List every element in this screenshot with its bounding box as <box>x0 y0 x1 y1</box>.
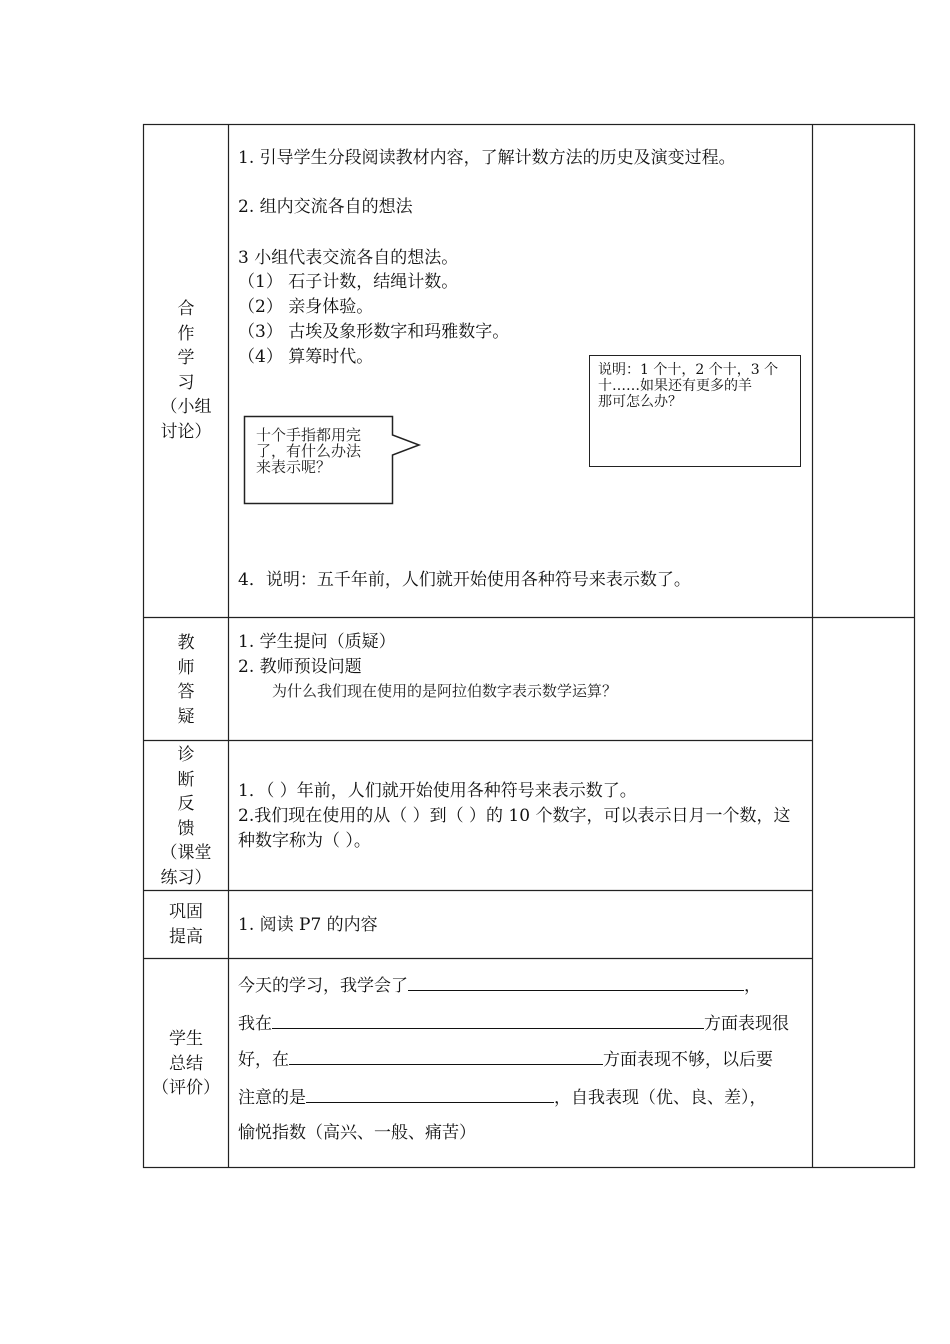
consolidation-item-1: 1. 阅读 P7 的内容 <box>238 915 378 935</box>
callout-left-text: 十个手指都用完 了，有什么办法 来表示呢？ <box>256 426 362 476</box>
substep-2: （2） 亲身体验。 <box>238 297 374 317</box>
summary-line-5: 愉悦指数（高兴、一般、痛苦） <box>238 1123 476 1143</box>
exercise-2-line-1: 2.我们现在使用的从（ ）到（ ）的 10 个数字，可以表示日月一个数，这 <box>238 806 791 826</box>
step-2-text: 2. 组内交流各自的想法 <box>238 197 413 217</box>
summary-line-1: 今天的学习，我学会了 ， <box>238 972 761 998</box>
exercise-2-line-2: 种数字称为（ ）。 <box>238 831 371 851</box>
substep-4: （4） 算筹时代。 <box>238 347 374 367</box>
row-label-cooperative-learning: 合 作 学 习 （小组 讨论） <box>160 299 212 442</box>
qa-question: 为什么我们现在使用的是阿拉伯数字表示数学运算？ <box>272 682 618 700</box>
blank-good-at[interactable] <box>272 1010 704 1029</box>
blank-learned[interactable] <box>408 972 744 991</box>
step-4-text: 4．说明：五千年前，人们就开始使用各种符号来表示数了。 <box>238 570 691 590</box>
blank-attention[interactable] <box>306 1084 554 1103</box>
step-3-text: 3 小组代表交流各自的想法。 <box>238 248 459 268</box>
summary-line-2: 我在 方面表现很 <box>238 1010 789 1036</box>
exercise-1: 1．（ ）年前，人们就开始使用各种符号来表示数了。 <box>238 781 637 801</box>
substep-3: （3） 古埃及象形数字和玛雅数字。 <box>238 322 510 342</box>
summary-line-3: 好，在 方面表现不够，以后要 <box>238 1046 773 1072</box>
summary-line-4: 注意的是 ，自我表现（优、良、差）， <box>238 1084 767 1110</box>
row-label-consolidation: 巩固 提高 <box>169 902 203 947</box>
callout-right-box: 说明：1 个十，2 个十，3 个 十……如果还有更多的羊 那可怎么办？ <box>589 355 801 467</box>
qa-item-1: 1. 学生提问（质疑） <box>238 632 396 652</box>
row-label-teacher-qa: 教 师 答 疑 <box>177 633 195 727</box>
substep-1: （1） 石子计数，结绳计数。 <box>238 272 459 292</box>
step-1-text: 1. 引导学生分段阅读教材内容，了解计数方法的历史及演变过程。 <box>238 148 736 168</box>
blank-not-enough[interactable] <box>289 1046 603 1065</box>
qa-item-2: 2. 教师预设问题 <box>238 657 362 677</box>
row-label-student-summary: 学生 总结 （评价） <box>152 1029 220 1098</box>
row-label-diagnostic-feedback: 诊 断 反 馈 （课堂 练习） <box>160 745 212 888</box>
